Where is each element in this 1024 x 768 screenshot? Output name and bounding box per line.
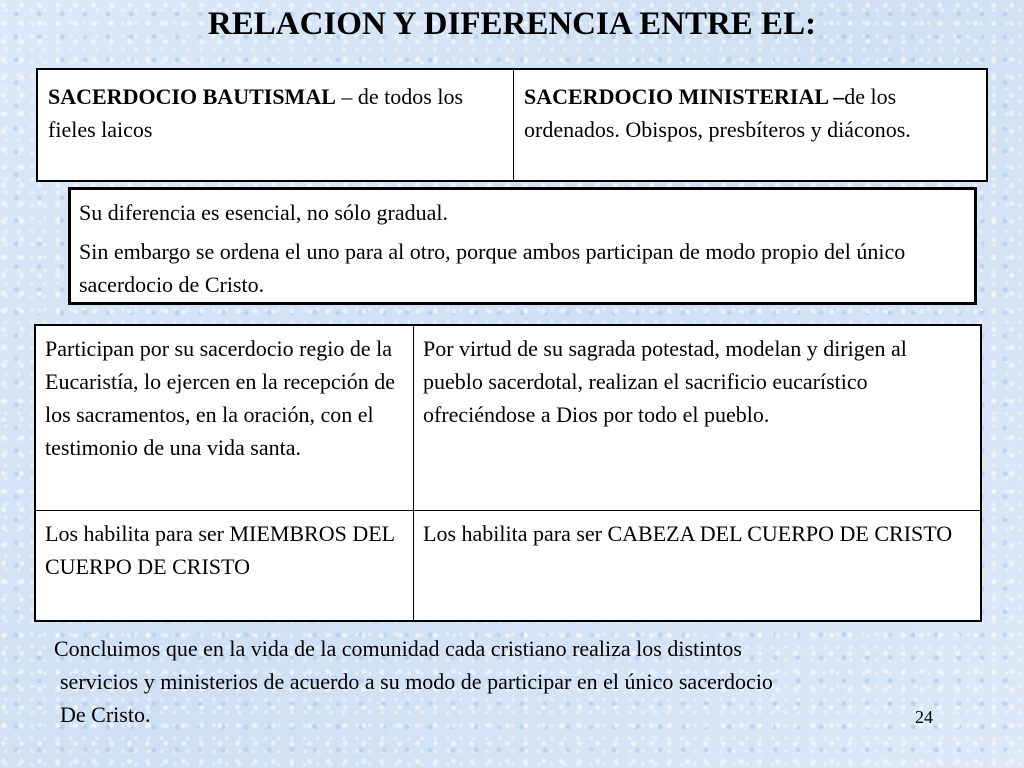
slide-title: RELACION Y DIFERENCIA ENTRE EL: xyxy=(207,6,817,42)
page-number: 24 xyxy=(915,707,933,727)
conclusion-line-1: Concluimos que en la vida de la comunidad cada cristiano realiza los distintos xyxy=(54,636,742,661)
table-row xyxy=(35,325,981,510)
baptismal-priesthood-description: – de todos los fieles laicos xyxy=(48,84,464,142)
table-row xyxy=(37,69,987,181)
ministerial-priesthood-description: de los ordenados. Obispos, presbíteros y diáconos. xyxy=(524,84,911,142)
table-row xyxy=(35,510,981,621)
ministerial-participation-cell: Por virtud de su sagrada potestad, modelan y dirigen al pueblo sacerdotal, realizan el sacrificio eucarístico ofreciéndose a Dios por todo el pueblo. xyxy=(414,325,982,510)
ministerial-priesthood-heading: SACERDOCIO MINISTERIAL – xyxy=(524,84,845,109)
baptismal-role-cell: Los habilita para ser MIEMBROS DEL CUERPO DE CRISTO xyxy=(35,510,414,621)
baptismal-participation-cell: Participan por su sacerdocio regio de la Eucaristía, lo ejercen en la recepción de los sacramentos, en la oración, con el testimonio de una vida santa. xyxy=(35,325,414,510)
difference-line-2: Sin embargo se ordena el uno para al otro, porque ambos participan de modo propio del único sacerdocio de Cristo. xyxy=(79,239,906,297)
participation-table xyxy=(34,324,982,622)
conclusion-text xyxy=(54,632,994,731)
ministerial-role-cell: Los habilita para ser CABEZA DEL CUERPO DE CRISTO xyxy=(414,510,982,621)
conclusion-line-3: De Cristo. xyxy=(60,702,151,727)
priesthood-comparison-table xyxy=(36,68,988,182)
baptismal-priesthood-cell xyxy=(37,69,514,181)
ministerial-priesthood-cell xyxy=(514,69,988,181)
difference-box xyxy=(68,187,977,305)
conclusion-line-2: servicios y ministerios de acuerdo a su modo de participar en el único sacerdocio xyxy=(60,669,773,694)
difference-line-1: Su diferencia es esencial, no sólo gradual. xyxy=(79,200,448,225)
baptismal-priesthood-heading: SACERDOCIO BAUTISMAL xyxy=(48,84,336,109)
